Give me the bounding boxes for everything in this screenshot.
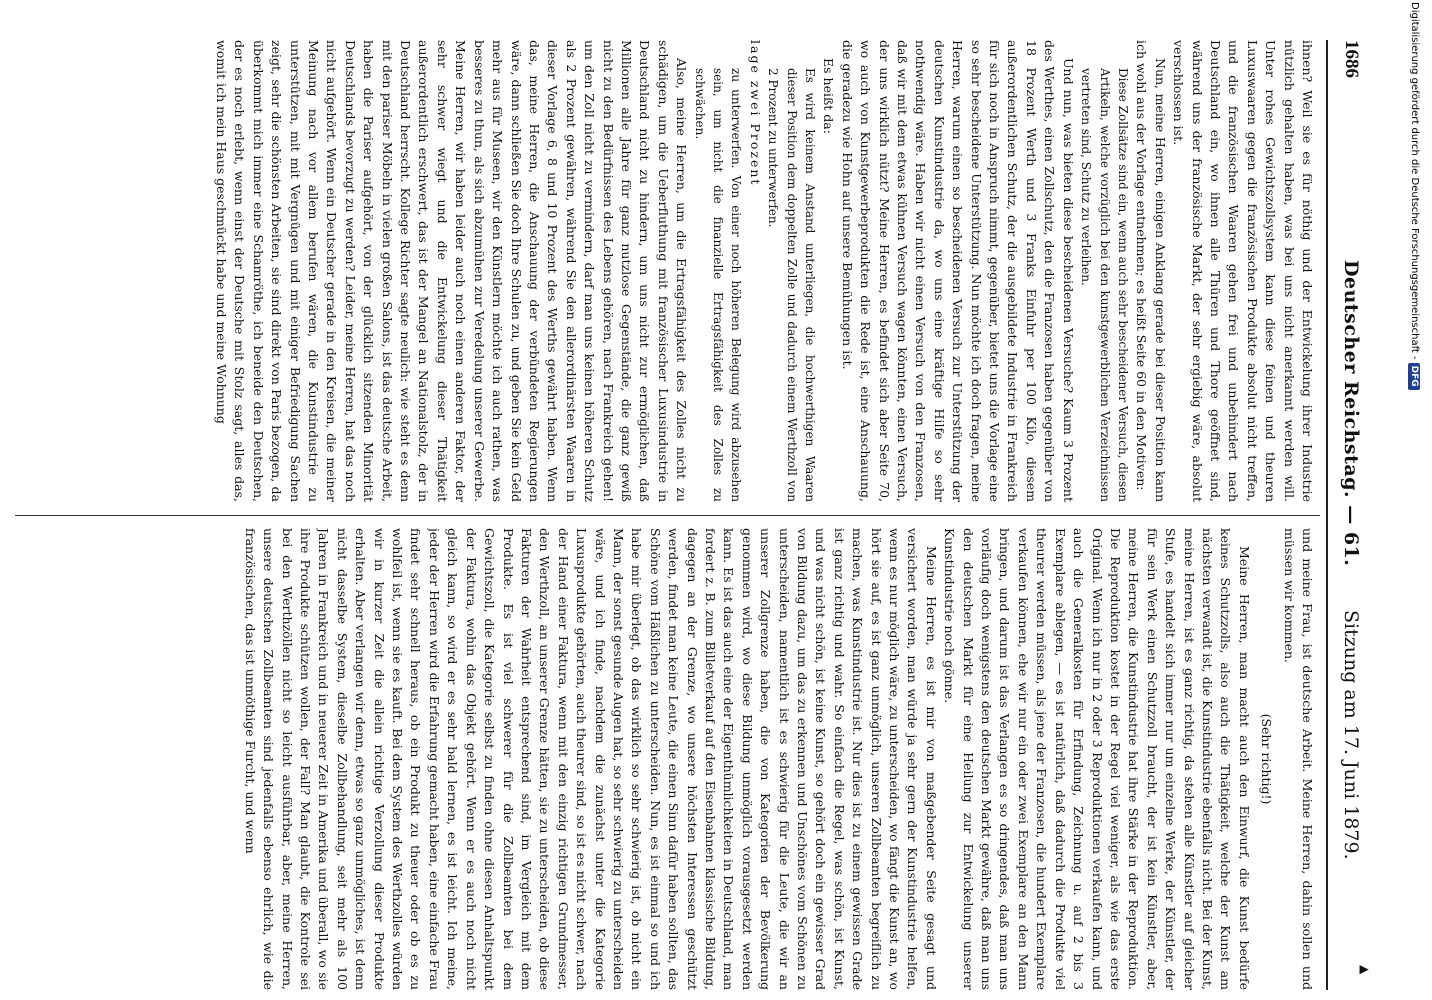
quoted-passage: Diese Zollsätze sind ein, wenn auch sehr bescheidener Versuch, diesen Artikeln, welche vorzüglich bei den kunstgewerblichen Verzeichnissen vertreten sind, Schutz zu verleihen. — [1079, 68, 1130, 502]
left-column — [16, 40, 1316, 502]
column-divider — [15, 515, 1320, 516]
quoted-passage: Es wird keinem Anstand unterliegen, die hochwerthigen Waaren dieser Position dem doppelten Zolle und dadurch einem Werthzoll von 2 Prozent zu unterwerfen. — [766, 68, 818, 502]
paragraph: Nun, meine Herren, einigen Anklang gerade bei dieser Position kann ich wohl aus der Vorlage entnehmen; es heißt Seite 60 in den Motiven: — [1134, 40, 1168, 502]
paragraph: Und nun, was bieten diese bescheidenen Versuche? Kaum 3 Prozent des Werthes, einen Zollschutz, den die Franzosen haben gegenüber von 18 Prozent Werth und 3 Franks Einfuhr per 100 Kilo, diesem außerordentlichen Schutz, der die ausgebildete Industrie in Frankreich für sich noch in Anspruch nimmt, gegenüber, bietet uns die Vorlage eine so sehr bescheidene Unterstützung. Nun möchte ich doch fragen, meine Herren, warum einen so bescheidenen Versuch zur Unterstützung der deutschen Kunstindustrie da, wo uns eine kräftige Hilfe so sehr nothwendig wäre. Haben wir nicht einen Versuch von den Franzosen, daß wir mit dem etwas kühnen Versuch wagen könnten, einen Versuch, der uns wirklich nützt? Meine Herren, es befindet sich aber Seite 70, wo auch von Kunstgewerbeprodukten die Rede ist, eine Anschauung, die geradezu wie Hohn auf unsere Bemühungen ist. — [839, 40, 1076, 502]
digitization-credit — [1408, 2, 1420, 390]
running-title: Deutscher Reichstag. — 61. — [1340, 260, 1362, 567]
triangle-marker-icon: ▲ — [1358, 965, 1372, 975]
page-header — [1330, 40, 1370, 1000]
header-rule — [1326, 40, 1328, 990]
paragraph: Meine Herren, es ist mir von maßgebender Seite gesagt und versichert worden, man würde ja sehr gern der Kunstindustrie helfen, wenn es nur möglich wäre, zu unterscheiden, wo fängt die Kunst an, wo hört sie auf, es ist ganz unmöglich, unseren Zollbeamten begreiflich zu machen, was Kunstindustrie ist. Nur dies ist zu einem gewissen Grade ist ganz richtig und wahr. So einfach die Regel, was schön, ist Kunst, und was nicht schön, ist keine Kunst, so gehört doch ein gewisser Grad von Bildung dazu, um das zu erkennen und Unschönes vom Schönen zu unterscheiden, namentlich ist es schwierig für die Leute, die wir an unserer Zollgrenze haben, die von Kategorien der Bevölkerung genommen wird, wo diese Bildung unmöglich vorausgesetzt werden kann. Es ist das auch eine der Eigenthümlichkeiten in Deutschland, man fordert z. B. zum Billetverkauf auf den Eisenbahnen klassische Bildung, dagegen an der Grenze, wo unsere höchsten Interessen geschützt werden, findet man keine Leute, die einen Sinn dafür haben sollten, das Schöne vom Häßlichen zu unterscheiden. Nun, es ist einmal so und ich habe mir überlegt, ob das wirklich so sehr schwierig ist, ob nicht ein Mann, der sonst gesunde Augen hat, so sehr schwierig zu unterscheiden wäre, und ich finde, nachdem die zunächst unter die Kategorie Luxusprodukte gehörten, auch theurer sind, so ist es nicht schwer, nach der Hand einer Faktura, wenn mit den einzig richtigen Grundmesser, den Werthzoll, an unserer Grenze hätten, sie zu unterscheiden, ob diese Fakturen der Wahrheit entsprechend sind, im Vergleich mit dem Produkte. Es ist viel schwerer für die Zollbeamten bei dem Gewichtszoll, die Kategorie selbst zu finden ohne diesen Anhaltspunkt der Faktura, wohin das Objekt gehört. Wenn er es auch noch nicht gleich kann, so wird er es sehr bald lernen, es ist leicht. Ich meine, jeder der Herren wird die Erfahrung gemacht haben, eine einfache Frau findet sehr schnell heraus, ob ein Produkt zu theuer oder ob es zu wohlfeil ist, wenn sie es kauft. Bei dem System des Werthzolles würden wir in kurzer Zeit die allein richtige Verzollung dieser Produkte erhalten. Aber verlangen wir denn, etwas so ganz unmögliches, ist denn nicht dasselbe System, dieselbe Zollbehandlung, seit mehr als 100 Jahren in Frankreich und in neuerer Zeit in Amerika und überall, wo sie ihre Produkte schützen wollen, der Fall? Man glaubt, die Kontrole sei bei den Werthzöllen nicht so leicht ausführbar, aber, meine Herren, unsere deutschen Zollbeamten sind jedenfalls ebenso ehrlich, wie die französischen, das ist unmöthige Furcht, und wenn — [242, 528, 939, 990]
paragraph: und meine Frau, ist deutsche Arbeit. Meine Herren, dahin sollen und müssen wir kommen. — [1281, 528, 1315, 990]
quoted-passage: zu unterwerfen. Von einer noch höheren Belegung wird abzusehen sein, um nicht die finanzielle Ertragsfähigkeit des Zolles zu schwächen. — [692, 68, 744, 502]
paragraph: Meine Herren, man macht auch den Einwurf, die Kunst bedürfe keines Schutzzolls, also auch die Thätigkeit, welche der Kunst am nächsten verwandt ist, die Kunstindustrie ebenfalls nicht. Bei der Kunst, meine Herren, ist es ganz richtig, da stehen alle Künstler auf gleicher Stufe, es handelt sich immer nur um einzelne Werke, der Künstler, der für sein Werk einen Schutzzoll braucht, der ist kein Künstler, aber, meine Herren, die Kunstindustrie hat ihre Stärke in der Reproduktion. Die Reproduktion kostet in der Regel viel weniger, als wie das erste Original. Wenn ich nur in 2 oder 3 Reproduktionen verkaufen kann, und auch die Generalkosten für Erfindung, Zeichnung u. auf 2 bis 3 Exemplare ablegen, — es ist natürlich, daß dadurch die Produkte viel theurer werden müssen, als jene der Franzosen, die hundert Exemplare verkaufen können, ehe wir nur ein oder zwei Exemplare an den Mann bringen, und darum ist das Verlangen es so dringendes, daß man uns vorläufig doch wenigstens den deutschen Markt gewähre, daß man uns den deutschen Markt für eine Heilung zur Entwickelung unserer Kunstindustrie noch gönne. — [942, 528, 1252, 990]
paragraph: lage zwei Prozent — [747, 40, 763, 187]
session-date: Sitzung am 17. Juni 1879. — [1340, 610, 1362, 860]
interjection: (Sehr richtig!) — [1259, 713, 1275, 805]
credit-text: Digitalisierung gefördert durch die Deutsche Forschungsgemeinschaft - — [1409, 2, 1420, 360]
dfg-logo: DFG — [1408, 363, 1420, 390]
paragraph: ihnen? Weil sie es für nöthig und der Entwickelung ihrer Industrie nützlich gehalten haben, was bei uns nicht anerkannt werden will. Unter rohes Gewichtszollsystem kann diese feinen und theuren Luxuswaaren gegen die französischen Produkte absolut nicht treffen, und die französischen Waaren gehen frei und unbehindert nach Deutschland ein, wo ihnen alle Thüren und Thore geöffnet sind, während uns der französische Markt, der sehr ergiebig wäre, absolut verschlossen ist. — [1171, 40, 1315, 502]
right-column — [16, 528, 1316, 990]
paragraph: Also, meine Herren, um die Ertragsfähigkeit des Zolles nicht zu schädigen, um die Ueberfluthung mit französischer Luxusindustrie in Deutschland nicht zu hindern, um uns nicht zur ermöglichen, daß Millionen alle Jahre für ganz nutzlose Gegenstände, die ganz gewiß nicht zu den Bedürfnissen des Lebens gehören, nach Frankreich gehen! um den Zoll nicht zu vermindern, darf man uns keinen höheren Schutz als 2 Prozent gewähren, während Sie den allerordinärsten Waaren in dieser Vorlage 6, 8 und 10 Prozent des Werths gewährt haben. Wenn das, meine Herren, die Anschauung der verbündeten Regierungen wäre, dann schließen Sie doch Ihre Schulen zu, und geben Sie kein Geld mehr aus für Museen, wir den Künstlern möchte ich auch rathen, was besseres zu thun, als sich abzumühen zur Veredelung unserer Gewerbe. Meine Herren, wir haben leider auch noch einen anderen Faktor, der sehr schwer wiegt und die Entwickelung dieser Thätigkeit außerordentlich erschwert, das ist der Mangel an Nationalstolz, der in Deutschland herrscht. Kollege Richter sagte neulich: wie steht es denn mit den pariser Möbeln in vielen großen Salons, ist das deutsche Arbeit, haben die Pariser aufgehört, von der glücklich sitzenden Minorität Deutschlands bevorzugt zu werden? Leider, meine Herren, hat das noch nicht aufgehört. Wenn ein Deutscher gerade in den Kreisen, die meiner Meinung nach vor allem berufen wären, die Kunstindustrie zu unterstützen, mit mit Vergnügen und mit einiger Befriedigung Sachen zeigt, sehr die schönsten Arbeiten, sie sind direkt von Paris bezogen, da überkommt mich immer eine Schamröthe, ich beneide den Deutschen, der es noch erlebt, wenn einst der Deutsche mit Stolz sagt, alles das, womit ich mein Haus geschmückt habe und meine Wohnung — [214, 40, 690, 502]
page-number: 1686 — [1341, 40, 1362, 78]
paragraph: Es heißt da: — [821, 58, 837, 134]
